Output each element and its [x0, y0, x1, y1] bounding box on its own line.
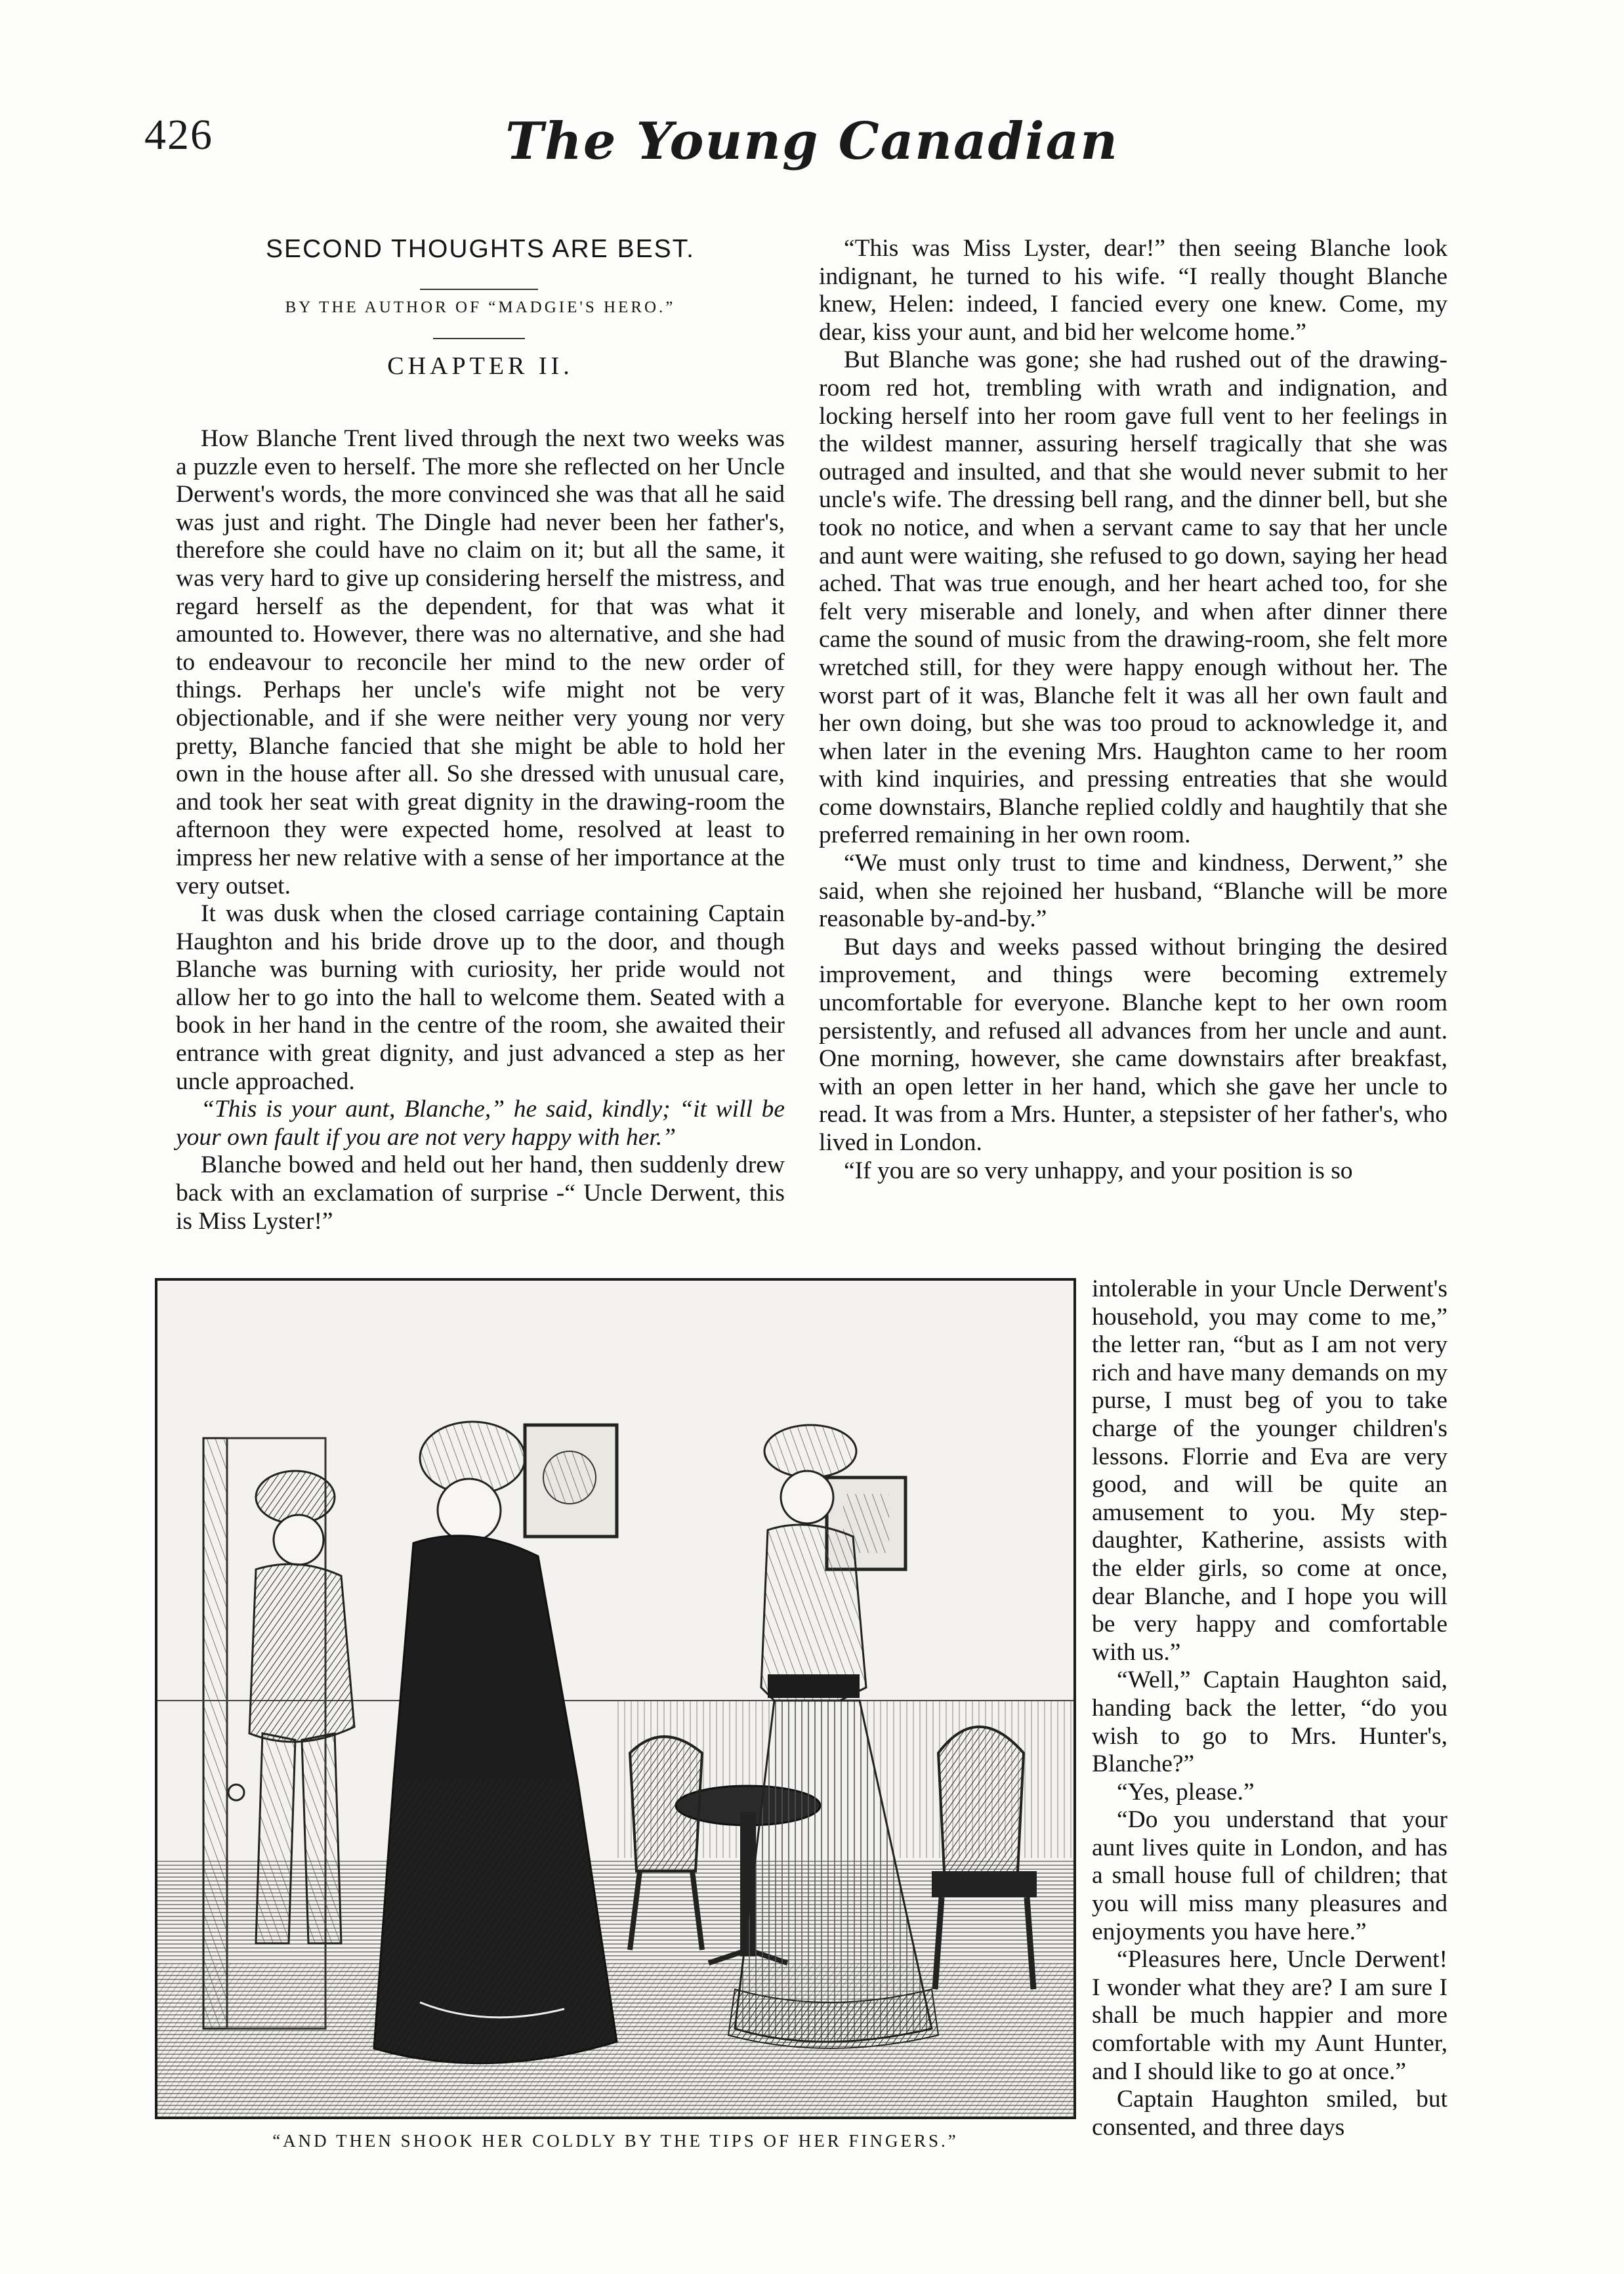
paragraph: “Do you understand that your aunt lives quite in London, and has a small house full of children; that you will miss many pleasures and enjoyments you have here.”: [1092, 1806, 1447, 1945]
paragraph: It was dusk when the closed carriage containing Captain Haughton and his bride drove up to the door, and though Blanche was burning with curiosity, her pride would not allow her to go into the hall to welcome them. Seated with a book in her hand in the centre of the room, she awaited their entrance with great dignity, and just advanced a step as her uncle approached.: [176, 900, 785, 1095]
story-title: SECOND THOUGHTS ARE BEST.: [266, 235, 695, 263]
byline-divider: [433, 338, 525, 339]
paragraph: “Yes, please.”: [1117, 1778, 1255, 1806]
paragraph: But Blanche was gone; she had rushed out of the drawing-room red hot, trembling with wrath and indignation, and locking herself into her room gave full vent to her feelings in the wildest manner, assuring herself tragically that she was outraged and insulted, and that she would never submit to her uncle's wife. The dressing bell rang, and the dinner bell, but she took no notice, and when a servant came to say that her uncle and aunt were waiting, she refused to go down, saying her head ached. That was true enough, and her heart ached too, for she felt very miserable and lonely, and when after dinner there came the sound of music from the drawing-room, she felt more wretched still, for they were happy enough without her. The worst part of it was, Blanche felt it was all her own fault and her own doing, but she was too proud to acknowledge it, and when later in the evening Mrs. Haughton came to her room with kind inquiries, and pressing entreaties that she would come downstairs, Blanche replied coldly and haughtily that she preferred remaining in her own room.: [819, 346, 1447, 849]
paragraph: Captain Haughton smiled, but consented, and three days: [1092, 2086, 1447, 2141]
story-byline: BY THE AUTHOR OF “MADGIE'S HERO.”: [285, 299, 676, 316]
right-column-top: [819, 235, 1447, 1185]
masthead: The Young Canadian: [505, 112, 1119, 171]
chapter-heading: CHAPTER II.: [387, 352, 573, 380]
paragraph: How Blanche Trent lived through the next two weeks was a puzzle even to herself. The more she reflected on her Uncle Derwent's words, the more convinced she was that all he said was just and right. The Dingle had never been her father's, therefore she could have no claim on it; but all the same, it was very hard to give up considering herself the mistress, and regard herself as the dependent, for that was what it amounted to. However, there was no alternative, and she had to endeavour to reconcile her mind to the new order of things. Perhaps her uncle's wife might not be very objectionable, and if she were neither very young nor very pretty, Blanche fancied that she might be able to hold her own in the house after all. So she dressed with unusual care, and took her seat with great dignity in the drawing-room the afternoon they were expected home, resolved at least to impress her new relative with a sense of her importance at the very outset.: [176, 425, 785, 899]
engraving-illustration: [155, 1278, 1076, 2119]
paragraph: “We must only trust to time and kindness, Derwent,” she said, when she rejoined her husband, “Blanche will be more reasonable by-and-by.”: [819, 850, 1447, 933]
title-divider: [420, 289, 538, 290]
left-column: [176, 425, 785, 1235]
page-number: 426: [144, 111, 213, 159]
paragraph: But days and weeks passed without bringing the desired improvement, and things were becoming extremely uncomfortable for everyone. Blanche kept to her own room persistently, and refused all advances from her uncle and aunt. One morning, however, she came downstairs after breakfast, with an open letter in her hand, which she gave her uncle to read. It was from a Mrs. Hunter, a stepsister of her father's, who lived in London.: [819, 933, 1447, 1156]
paragraph: “Pleasures here, Uncle Derwent! I wonder what they are? I am sure I shall be much happier and more comfortable with my Aunt Hunter, and I should like to go at once.”: [1092, 1946, 1447, 2085]
paragraph: Blanche bowed and held out her hand, then suddenly drew back with an exclamation of surprise -“ Uncle Derwent, this is Miss Lyster!”: [176, 1151, 785, 1235]
paragraph: intolerable in your Uncle Derwent's household, you may come to me,” the letter ran, “but as I am not very rich and have many demands on my purse, I must beg of you to take charge of the younger children's lessons. Florrie and Eva are very good, and will be quite an amusement to you. My stepdaughter, Katherine, assists with the elder girls, so come at once, dear Blanche, and I hope you will be very happy and comfortable with us.”: [1092, 1275, 1447, 1666]
right-column-bottom: [1092, 1275, 1447, 2141]
paragraph: “This was Miss Lyster, dear!” then seeing Blanche look indignant, he turned to his wife. “I really thought Blanche knew, Helen: indeed, I fancied every one knew. Come, my dear, kiss your aunt, and bid her welcome home.”: [819, 235, 1447, 346]
paragraph: “If you are so very unhappy, and your position is so: [844, 1157, 1353, 1184]
paragraph: “This is your aunt, Blanche,” he said, kindly; “it will be your own fault if you are not very happy with her.”: [176, 1096, 785, 1151]
illustration-caption: “AND THEN SHOOK HER COLDLY BY THE TIPS OF HER FINGERS.”: [272, 2131, 959, 2151]
paragraph: “Well,” Captain Haughton said, handing back the letter, “do you wish to go to Mrs. Hunter's, Blanche?”: [1092, 1666, 1447, 1778]
